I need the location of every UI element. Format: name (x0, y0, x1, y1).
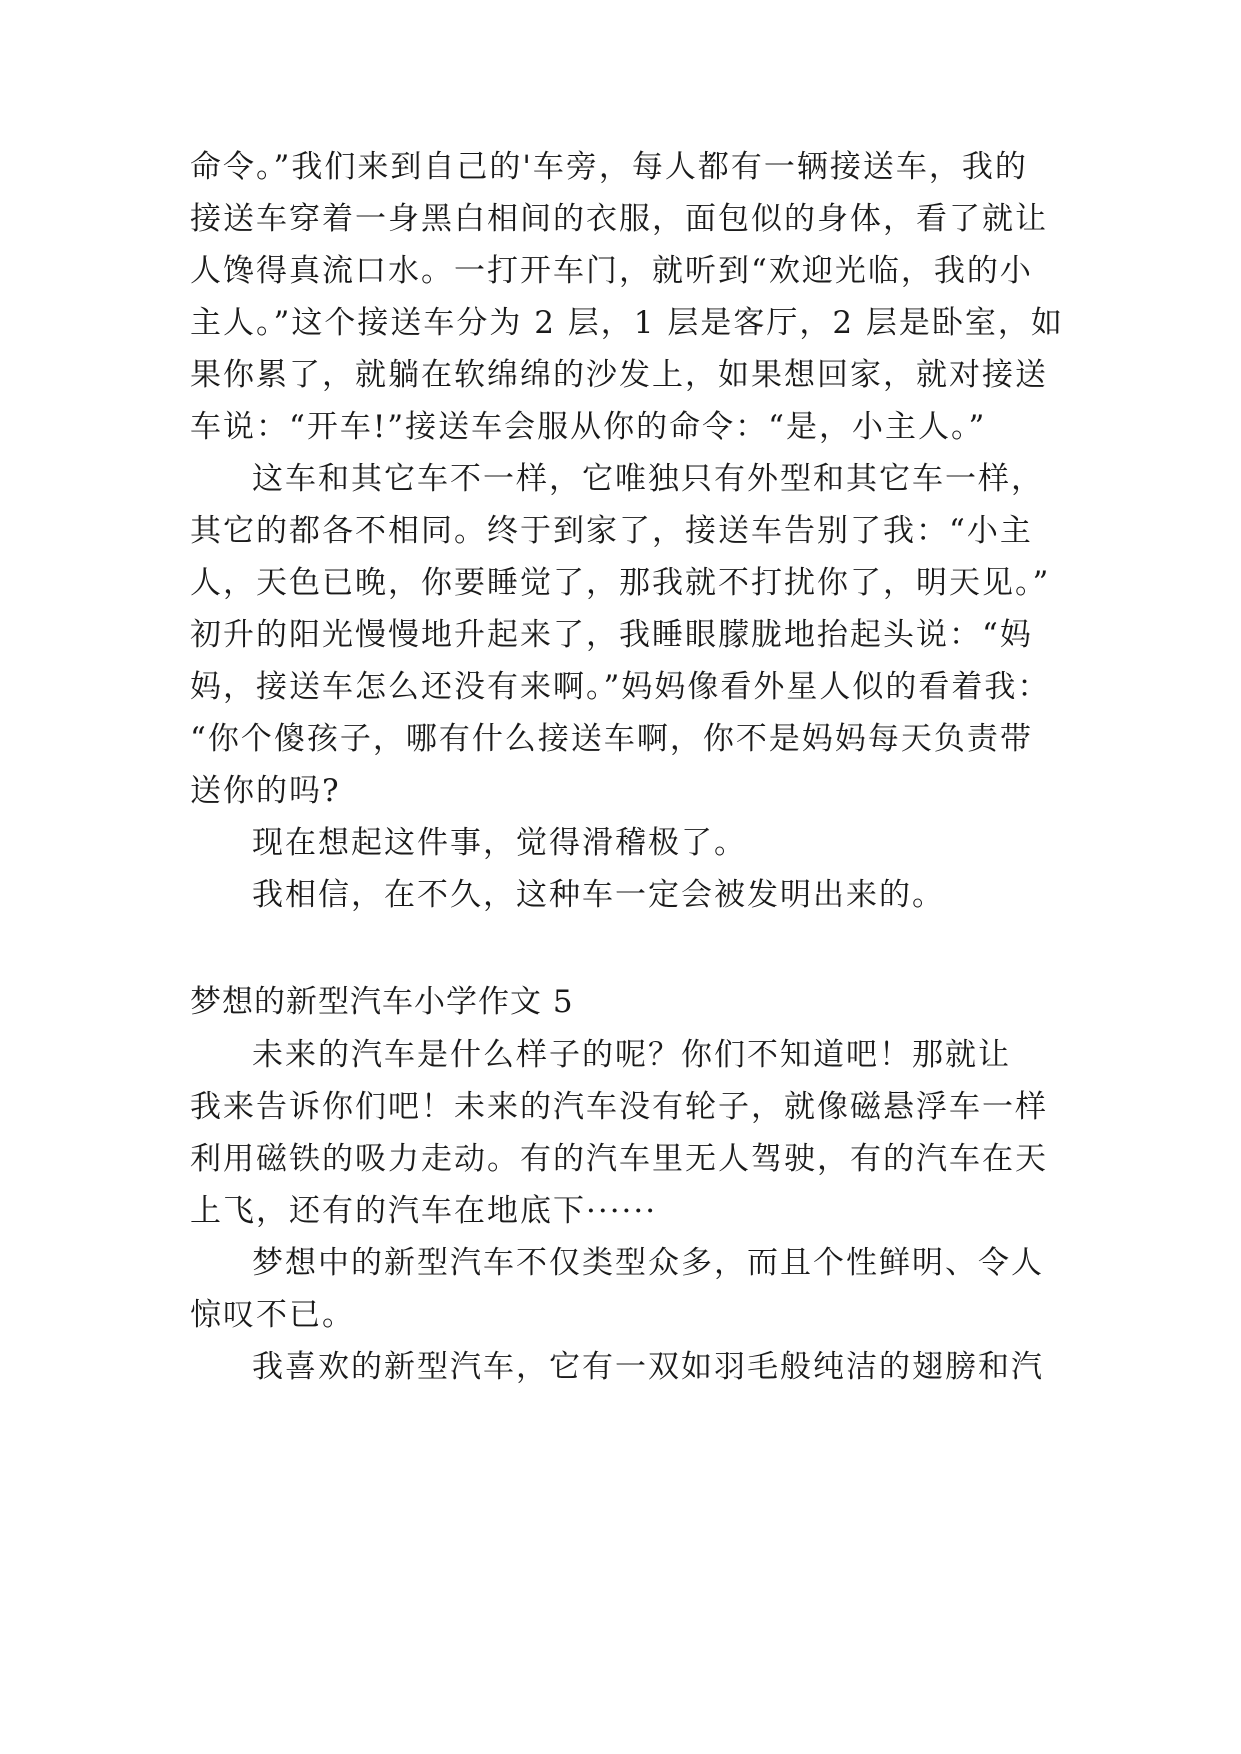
paragraph-line: 车说：“开车!”接送车会服从你的命令：“是，小主人。” (190, 409, 987, 445)
paragraph-line: 其它的都各不相同。终于到家了，接送车告别了我：“小主 (190, 513, 1033, 549)
paragraph-line: 人，天色已晚，你要睡觉了，那我就不打扰你了，明天见。” (190, 565, 1051, 601)
paragraph-line: 现在想起这件事，觉得滑稽极了。 (252, 825, 747, 861)
paragraph-line: 梦想中的新型汽车不仅类型众多，而且个性鲜明、令人 (252, 1245, 1044, 1281)
paragraph-line: 主人。”这个接送车分为 2 层，1 层是客厅，2 层是卧室，如 (190, 305, 1064, 341)
paragraph-line: 我来告诉你们吧！未来的汽车没有轮子，就像磁悬浮车一样 (190, 1089, 1048, 1125)
paragraph-line: 接送车穿着一身黑白相间的衣服，面包似的身体，看了就让 (190, 201, 1048, 237)
paragraph-line: 惊叹不已。 (190, 1297, 355, 1333)
paragraph-line: 这车和其它车不一样，它唯独只有外型和其它车一样， (252, 461, 1044, 497)
paragraph-line: 我喜欢的新型汽车，它有一双如羽毛般纯洁的翅膀和汽 (252, 1349, 1044, 1385)
paragraph-line: 命令。”我们来到自己的'车旁，每人都有一辆接送车，我的 (190, 149, 1028, 185)
paragraph-line: 妈，接送车怎么还没有来啊。”妈妈像看外星人似的看着我： (190, 669, 1051, 705)
paragraph-line: 上飞，还有的汽车在地底下······ (190, 1193, 658, 1229)
paragraph-line: 送你的吗? (190, 773, 341, 809)
paragraph-line: 利用磁铁的吸力走动。有的汽车里无人驾驶，有的汽车在天 (190, 1141, 1048, 1177)
paragraph-line: 我相信，在不久，这种车一定会被发明出来的。 (252, 877, 945, 913)
paragraph-line: 未来的汽车是什么样子的呢？你们不知道吧！那就让 (252, 1037, 1011, 1073)
paragraph-line: 初升的阳光慢慢地升起来了，我睡眼朦胧地抬起头说：“妈 (190, 617, 1033, 653)
paragraph-line: 果你累了，就躺在软绵绵的沙发上，如果想回家，就对接送 (190, 357, 1048, 393)
paragraph-line: “你个傻孩子，哪有什么接送车啊，你不是妈妈每天负责带 (190, 721, 1033, 757)
section-heading: 梦想的新型汽车小学作文 5 (190, 984, 574, 1020)
paragraph-line: 人馋得真流口水。一打开车门，就听到“欢迎光临，我的小 (190, 253, 1033, 289)
